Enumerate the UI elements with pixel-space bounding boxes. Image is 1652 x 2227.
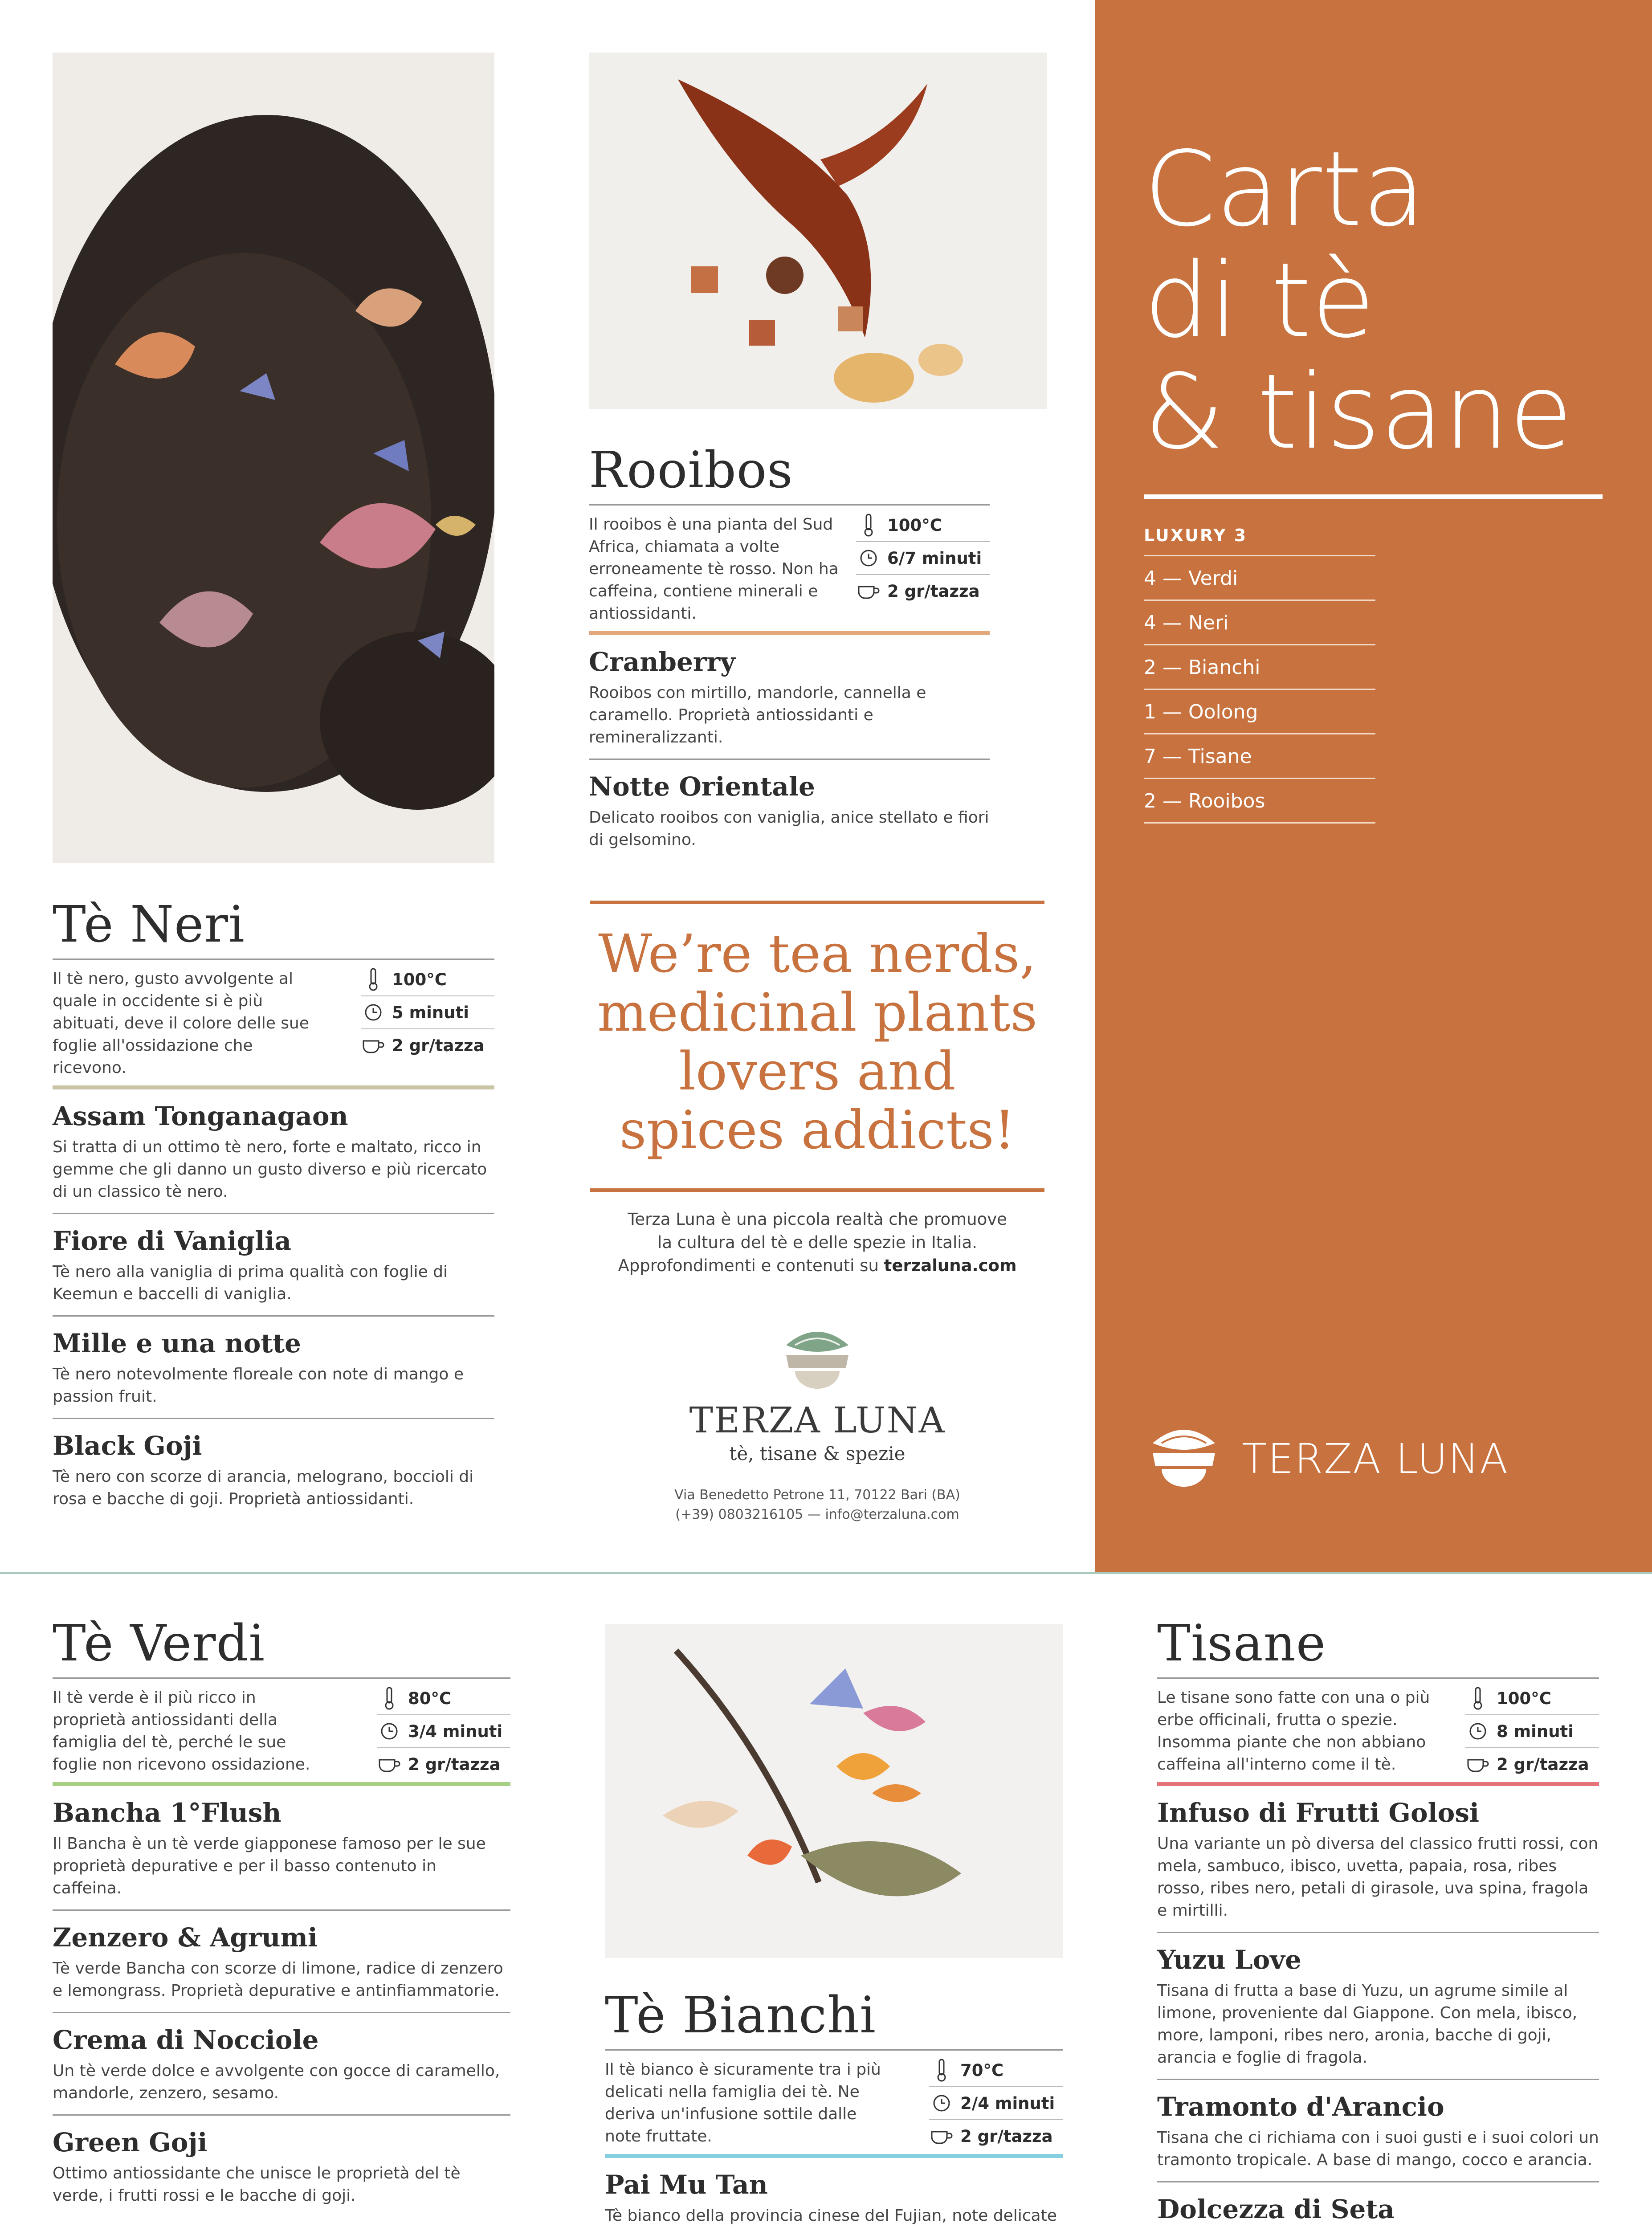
toc-row: 2 — Bianchi (1144, 645, 1375, 690)
dose-spec: 2 gr/tazza (929, 2120, 1063, 2152)
toc-row: 4 — Verdi (1144, 556, 1375, 601)
teacup-leaf-icon (777, 1327, 857, 1394)
list-item: Green Goji Ottimo antiossidante che unisce le proprietà del tè verde, i frutti rossi e le bacche di goji. (53, 2114, 510, 2217)
dose-spec: 2 gr/tazza (856, 575, 990, 607)
teacup-leaf-icon (1144, 1425, 1224, 1492)
list-item: Cranberry Rooibos con mirtillo, mandorle, cannella e caramello. Proprietà antiossidanti e remineralizzanti. (589, 647, 926, 746)
list-item: Black Goji Tè nero con scorze di arancia, melograno, boccioli di rosa e bacche di goji. Proprietà antiossidanti. (53, 1418, 494, 1520)
section-accent-line (589, 631, 990, 635)
clock-icon (377, 1722, 402, 1741)
brew-specs (929, 2054, 1063, 2152)
list-item: Crema di Nocciole Un tè verde dolce e avvolgente con gocce di caramello, mandorle, zenzero, sesamo. (53, 2012, 510, 2114)
clock-icon (929, 2094, 954, 2113)
toc-row: 1 — Oolong (1144, 690, 1375, 734)
cup-icon (856, 582, 881, 600)
table-of-contents (1144, 526, 1375, 824)
section-intro (1157, 1677, 1599, 1786)
menu-page-inside (0, 1574, 1652, 2227)
brew-specs (361, 963, 494, 1061)
website-link[interactable]: terzaluna.com (884, 1256, 1017, 1275)
logo-wordmark: TERZA LUNA (689, 1399, 946, 1441)
item-list (53, 1089, 494, 1520)
list-item: Zenzero & Agrumi Tè verde Bancha con scorze di limone, radice di zenzero e lemongrass. Proprietà depurative e antinfiammatorie. (53, 1909, 510, 2012)
section-accent-line (53, 1782, 510, 1786)
intro-text: Il tè verde è il più ricco in proprietà antiossidanti della famiglia del tè, perché le sue foglie non ricevono ossidazione. (53, 1689, 310, 1774)
temperature-spec: 100°C (856, 509, 990, 542)
black-tea-photo (53, 53, 494, 863)
section-title: Tè Neri (53, 896, 245, 954)
cover-panel (1095, 0, 1652, 1572)
rooibos-photo (589, 53, 1047, 409)
clock-icon (1465, 1722, 1490, 1741)
list-item: Pai Mu Tan Tè bianco della provincia cinese del Fujian, note delicate (605, 2170, 1057, 2225)
cup-icon (929, 2127, 954, 2145)
item-list (53, 1786, 510, 2217)
list-item: Dolcezza di Seta (1157, 2181, 1599, 2227)
section-accent-line (1157, 1782, 1599, 1786)
temperature-spec: 100°C (361, 963, 494, 996)
toc-heading: LUXURY 3 (1144, 526, 1375, 556)
thermometer-icon (929, 2059, 954, 2082)
time-spec: 2/4 minuti (929, 2087, 1063, 2120)
cup-icon (1465, 1755, 1490, 1773)
toc-row: 4 — Neri (1144, 601, 1375, 645)
quote-rule-bottom (590, 1188, 1044, 1192)
section-intro (53, 1677, 510, 1786)
section-te-bianchi (605, 1986, 1063, 2227)
list-item: Notte Orientale Delicato rooibos con vaniglia, anice stellato e fiori di gelsomino. (589, 759, 990, 861)
intro-text: Il tè nero, gusto avvolgente al quale in occidente si è più abituati, deve il colore delle sue foglie all'ossidazione che ricevono. (53, 970, 310, 1077)
toc-row: 2 — Rooibos (1144, 779, 1375, 824)
section-intro (605, 2049, 1063, 2158)
intro-text: Le tisane sono fatte con una o più erbe officinali, frutta o spezie. Insomma piante che non abbiano caffeina all'interno come il tè. (1157, 1689, 1430, 1774)
brew-specs (1465, 1682, 1599, 1780)
quote-rule-top (590, 901, 1044, 904)
dose-spec: 2 gr/tazza (1465, 1748, 1599, 1780)
section-tisane (1157, 1615, 1599, 2227)
brew-specs (377, 1682, 510, 1780)
section-accent-line (605, 2154, 1063, 2158)
thermometer-icon (377, 1687, 402, 1710)
temperature-spec: 100°C (1465, 1682, 1599, 1715)
section-accent-line (53, 1085, 494, 1089)
time-spec: 5 minuti (361, 996, 494, 1029)
tagline-quote: We’re tea nerds, medicinal plants lovers and spices addicts! (597, 923, 1038, 1161)
list-item: Assam Tonganagaon Si tratta di un ottimo tè nero, forte e maltato, ricco in gemme che gli danno un gusto diverso e più ricercato di un classico tè nero. (53, 1101, 487, 1201)
section-title: Tisane (1157, 1615, 1326, 1672)
clock-icon (361, 1003, 386, 1022)
logo-tagline: tè, tisane & spezie (729, 1443, 906, 1464)
list-item: Infuso di Frutti Golosi Una variante un pò diversa del classico frutti rossi, con mela, sambuco, ibisco, uvetta, papaia, rosa, ribes rosso, ribes nero, petali di girasole, uva spina, fragola e mirtilli. (1157, 1798, 1599, 1920)
section-title: Rooibos (589, 441, 793, 499)
section-title: Tè Verdi (53, 1615, 265, 1672)
thermometer-icon (361, 968, 386, 991)
time-spec: 3/4 minuti (377, 1715, 510, 1748)
time-spec: 8 minuti (1465, 1715, 1599, 1748)
item-list (605, 2158, 1063, 2227)
clock-icon (856, 549, 881, 567)
time-spec: 6/7 minuti (856, 542, 990, 575)
contact-address: Via Benedetto Petrone 11, 70122 Bari (BA) (+39) 0803216105 — info@terzaluna.com (674, 1487, 960, 1522)
list-item: Mille e una notte Tè nero notevolmente floreale con note di mango e passion fruit. (53, 1315, 494, 1418)
thermometer-icon (856, 514, 881, 537)
section-te-verdi (53, 1615, 510, 2217)
item-list (1157, 1786, 1599, 2227)
list-item: Fiore di Vaniglia Tè nero alla vaniglia di prima qualità con foglie di Keemun e baccelli di vaniglia. (53, 1213, 494, 1315)
dose-spec: 2 gr/tazza (377, 1748, 510, 1780)
list-item: Yuzu Love Tisana di frutta a base di Yuzu, un agrume simile al limone, proveniente dal Giappone. Con mela, ibisco, more, lamponi, ribes nero, aronia, bacche di goji, arancia e foglie di fragola. (1157, 1932, 1599, 2079)
list-item: Tramonto d'Arancio Tisana che ci richiama con i suoi gusti e i suoi colori un tramonto tropicale. A base di mango, cocco e arancia. (1157, 2079, 1599, 2181)
item-list (589, 635, 990, 861)
section-te-neri (53, 896, 494, 1520)
cover-brand-name: TERZA LUNA (1242, 1435, 1509, 1483)
cup-icon (361, 1036, 386, 1054)
temperature-spec: 80°C (377, 1682, 510, 1715)
list-item: Bancha 1°Flush Il Bancha è un tè verde giapponese famoso per le sue proprietà depurative e per il basso contenuto in caffeina. (53, 1798, 486, 1897)
toc-row: 7 — Tisane (1144, 734, 1375, 779)
section-title: Tè Bianchi (605, 1986, 876, 2044)
cup-icon (377, 1755, 402, 1773)
cover-title: Carta di tè & tisane (1144, 129, 1573, 472)
temperature-spec: 70°C (929, 2054, 1063, 2087)
dose-spec: 2 gr/tazza (361, 1029, 494, 1061)
intro-text: Il tè bianco è sicuramente tra i più delicati nella famiglia dei tè. Ne deriva un'infusione sottile dalle note fruttate. (605, 2060, 881, 2145)
intro-text: Il rooibos è una pianta del Sud Africa, chiamata a volte erroneamente tè rosso. Non ha caffeina, contiene minerali e antiossidanti. (589, 515, 839, 623)
brew-specs (856, 509, 990, 607)
section-intro (589, 504, 990, 635)
thermometer-icon (1465, 1687, 1490, 1710)
section-rooibos (589, 441, 990, 861)
brand-logo (590, 1327, 1044, 1464)
cover-rule (1144, 494, 1603, 499)
section-intro (53, 959, 494, 1089)
white-tea-photo (605, 1624, 1063, 1958)
about-text: Terza Luna è una piccola realtà che promuove la cultura del tè e delle spezie in Italia. Approfondimenti e contenuti su terzaluna.com (618, 1210, 1017, 1275)
cover-brand (1144, 1425, 1509, 1492)
